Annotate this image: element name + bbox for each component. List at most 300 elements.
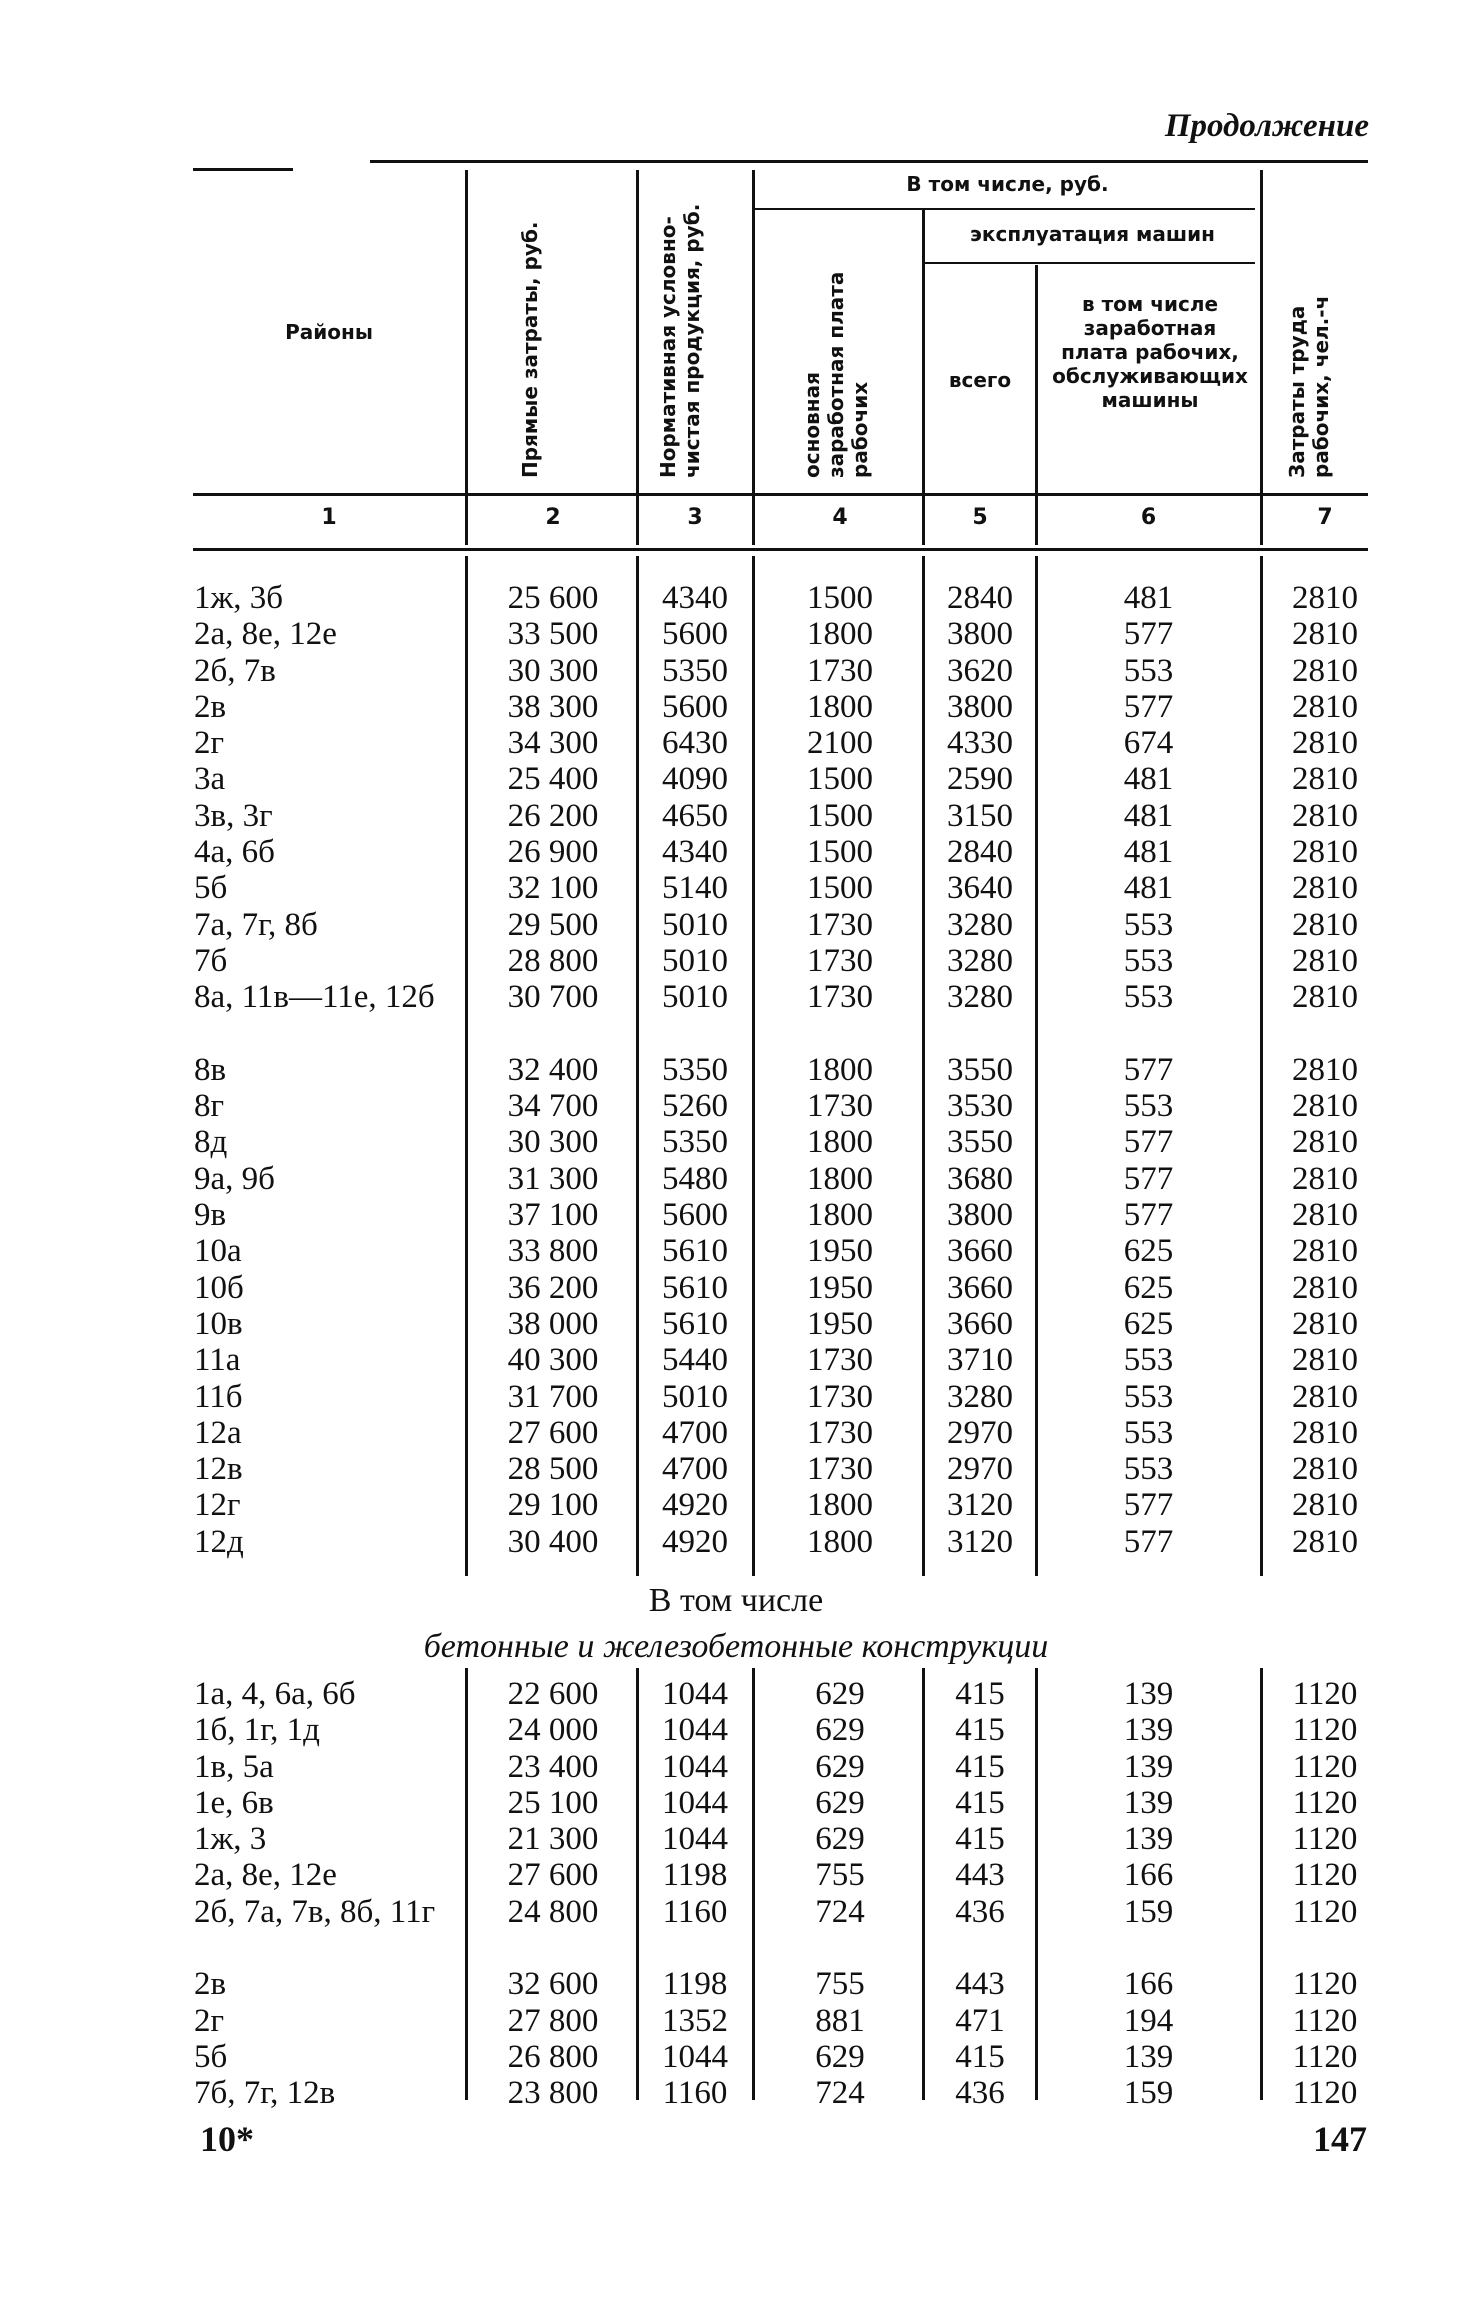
table-row [0, 1821, 1472, 1857]
cell-normative-output: 4920 [662, 1487, 728, 1524]
cell-machines-total: 3550 [947, 1051, 1013, 1088]
cell-normative-output: 5610 [662, 1233, 728, 1270]
cell-machine-wages: 481 [1123, 797, 1174, 834]
cell-direct-costs: 27 800 [507, 2002, 599, 2039]
cell-normative-output: 5600 [662, 616, 728, 653]
cell-machines-total: 415 [955, 1821, 1005, 1858]
cell-normative-output: 1160 [662, 1893, 728, 1930]
cell-normative-output: 5600 [662, 688, 728, 725]
table-row [0, 1894, 1472, 1967]
cell-direct-costs: 23 400 [507, 1748, 599, 1785]
cell-labor: 2810 [1292, 725, 1358, 762]
cell-wages: 1730 [807, 979, 873, 1016]
cell-direct-costs: 25 600 [507, 580, 599, 616]
cell-wages: 1800 [807, 1124, 873, 1161]
section-subtitle: бетонные и железобетонные конструкции [423, 1628, 1049, 1665]
cell-machine-wages: 577 [1123, 1160, 1174, 1197]
cell-direct-costs: 30 300 [507, 1124, 599, 1161]
cell-normative-output: 4920 [662, 1523, 728, 1560]
cell-wages: 1800 [807, 616, 873, 653]
colnum-1: 1 [321, 505, 337, 530]
cell-district: 4а, 6б [194, 834, 275, 871]
cell-normative-output: 1044 [662, 2038, 728, 2075]
cell-machines-total: 3800 [947, 1197, 1013, 1234]
cell-machine-wages: 577 [1123, 1124, 1174, 1161]
cell-labor: 2810 [1292, 942, 1358, 979]
cell-district: 7б [194, 942, 228, 979]
table-row [0, 1785, 1472, 1821]
cell-machine-wages: 553 [1123, 652, 1174, 689]
cell-labor: 2810 [1292, 1414, 1358, 1451]
cell-machine-wages: 625 [1123, 1269, 1174, 1306]
cell-labor: 1120 [1292, 1966, 1358, 2003]
table-row [0, 653, 1472, 689]
cell-wages: 1730 [807, 1378, 873, 1415]
cell-wages: 1730 [807, 1342, 873, 1379]
cell-normative-output: 4650 [662, 797, 728, 834]
table-row [0, 907, 1472, 943]
cell-wages: 1800 [807, 1051, 873, 1088]
cell-machine-wages: 553 [1123, 1414, 1174, 1451]
table-row [0, 1161, 1472, 1197]
table-row [0, 689, 1472, 725]
cell-direct-costs: 26 800 [507, 2038, 599, 2075]
cell-machines-total: 3280 [947, 979, 1013, 1016]
cell-machines-total: 3620 [947, 652, 1013, 689]
colnum-2: 2 [545, 505, 561, 530]
header-direct-costs [518, 208, 542, 478]
cell-machines-total: 2970 [947, 1414, 1013, 1451]
cell-district: 1ж, 3б [194, 580, 284, 616]
cell-normative-output: 4700 [662, 1451, 728, 1488]
table-row [0, 1270, 1472, 1306]
cell-machine-wages: 139 [1123, 1821, 1174, 1858]
table-row [0, 943, 1472, 979]
table-row [0, 1524, 1472, 1560]
cell-labor: 1120 [1292, 1784, 1358, 1821]
cell-normative-output: 5010 [662, 979, 728, 1016]
cell-labor: 2810 [1292, 870, 1358, 907]
cell-normative-output: 6430 [662, 725, 728, 762]
cell-district: 2б, 7в [194, 652, 276, 689]
cell-machines-total: 3280 [947, 942, 1013, 979]
cell-district: 9в [194, 1197, 227, 1234]
colnum-5: 5 [972, 505, 988, 530]
cell-wages: 1800 [807, 688, 873, 725]
cell-normative-output: 5260 [662, 1088, 728, 1125]
cell-wages: 629 [815, 1784, 865, 1821]
continuation-label: Продолжение [1164, 108, 1369, 144]
cell-machine-wages: 159 [1123, 1893, 1174, 1930]
cell-wages: 629 [815, 2038, 865, 2075]
cell-machines-total: 415 [955, 1712, 1005, 1749]
cell-machines-total: 3280 [947, 906, 1013, 943]
cell-normative-output: 5610 [662, 1269, 728, 1306]
table-row [0, 580, 1472, 616]
cell-normative-output: 5600 [662, 1197, 728, 1234]
col-line-d [922, 210, 925, 545]
cell-machine-wages: 577 [1123, 688, 1174, 725]
cell-district: 8в [194, 1051, 227, 1088]
cell-district: 2б, 7а, 7в, 8б, 11г [194, 1893, 436, 1930]
cell-wages: 629 [815, 1748, 865, 1785]
cell-normative-output: 4340 [662, 834, 728, 871]
cell-normative-output: 4700 [662, 1414, 728, 1451]
cell-district: 10а [194, 1233, 242, 1270]
cell-labor: 1120 [1292, 1712, 1358, 1749]
cell-labor: 2810 [1292, 1088, 1358, 1125]
table-row [0, 1124, 1472, 1160]
cell-labor: 2810 [1292, 906, 1358, 943]
cell-district: 5б [194, 2038, 228, 2075]
cell-district: 12г [194, 1487, 241, 1524]
cell-machines-total: 3550 [947, 1124, 1013, 1161]
cell-machine-wages: 481 [1123, 761, 1174, 798]
cell-direct-costs: 30 300 [507, 652, 599, 689]
table-row [0, 1306, 1472, 1342]
cell-direct-costs: 38 000 [507, 1305, 599, 1342]
cell-normative-output: 1198 [662, 1857, 728, 1894]
cell-wages: 629 [815, 1712, 865, 1749]
cell-district: 2в [194, 688, 227, 725]
cell-direct-costs: 25 100 [507, 1784, 599, 1821]
cell-district: 2г [194, 725, 225, 762]
cell-machines-total: 2590 [947, 761, 1013, 798]
cell-machines-total: 3710 [947, 1342, 1013, 1379]
table-row [0, 1342, 1472, 1378]
cell-direct-costs: 40 300 [507, 1342, 599, 1379]
cell-machines-total: 471 [955, 2002, 1005, 2039]
cell-wages: 2100 [807, 725, 873, 762]
cell-machine-wages: 481 [1123, 834, 1174, 871]
cell-labor: 1120 [1292, 1857, 1358, 1894]
cell-wages: 1730 [807, 906, 873, 943]
table-row [0, 1052, 1472, 1088]
cell-district: 11б [194, 1378, 243, 1415]
cell-normative-output: 5140 [662, 870, 728, 907]
cell-normative-output: 1160 [662, 2075, 728, 2112]
cell-direct-costs: 30 400 [507, 1523, 599, 1560]
cell-machine-wages: 553 [1123, 942, 1174, 979]
table-row [0, 725, 1472, 761]
cell-machines-total: 415 [955, 1676, 1005, 1712]
cell-machine-wages: 553 [1123, 979, 1174, 1016]
cell-direct-costs: 24 800 [507, 1893, 599, 1930]
cell-direct-costs: 37 100 [507, 1197, 599, 1234]
header-labor [1285, 218, 1333, 478]
cell-machine-wages: 166 [1123, 1966, 1174, 2003]
cell-direct-costs: 33 800 [507, 1233, 599, 1270]
cell-machines-total: 436 [955, 2075, 1005, 2112]
cell-wages: 1950 [807, 1269, 873, 1306]
cell-district: 8а, 11в—11е, 12б [194, 979, 435, 1016]
header-group-including: В том числе, руб. [906, 172, 1109, 196]
cell-machines-total: 415 [955, 1784, 1005, 1821]
cell-machine-wages: 553 [1123, 906, 1174, 943]
table-row [0, 1712, 1472, 1748]
cell-machines-total: 3120 [947, 1523, 1013, 1560]
cell-labor: 2810 [1292, 1451, 1358, 1488]
cell-machine-wages: 625 [1123, 1305, 1174, 1342]
cell-wages: 629 [815, 1676, 865, 1712]
cell-wages: 1800 [807, 1523, 873, 1560]
cell-normative-output: 1044 [662, 1748, 728, 1785]
header-district: Районы [285, 320, 373, 344]
cell-labor: 2810 [1292, 1305, 1358, 1342]
cell-direct-costs: 34 700 [507, 1088, 599, 1125]
cell-machine-wages: 577 [1123, 1051, 1174, 1088]
cell-labor: 2810 [1292, 652, 1358, 689]
cell-wages: 1800 [807, 1160, 873, 1197]
cell-wages: 629 [815, 1821, 865, 1858]
header-group-machines: эксплуатация машин [970, 222, 1215, 246]
cell-machines-total: 436 [955, 1893, 1005, 1930]
cell-district: 2а, 8е, 12е [194, 1857, 337, 1894]
cell-normative-output: 1352 [662, 2002, 728, 2039]
cell-machines-total: 415 [955, 1748, 1005, 1785]
cell-labor: 1120 [1292, 1676, 1358, 1712]
table-row [0, 1451, 1472, 1487]
cell-machines-total: 443 [955, 1966, 1005, 2003]
cell-machines-total: 3680 [947, 1160, 1013, 1197]
cell-machines-total: 3640 [947, 870, 1013, 907]
cell-machine-wages: 577 [1123, 1523, 1174, 1560]
cell-district: 3а [194, 761, 226, 798]
cell-direct-costs: 28 800 [507, 942, 599, 979]
table-row [0, 1966, 1472, 2002]
cell-labor: 2810 [1292, 1487, 1358, 1524]
top-rule-short [193, 168, 293, 171]
cell-direct-costs: 32 400 [507, 1051, 599, 1088]
cell-machines-total: 3660 [947, 1305, 1013, 1342]
cell-machine-wages: 139 [1123, 1676, 1174, 1712]
header-wages [800, 218, 872, 478]
cell-district: 2а, 8е, 12е [194, 616, 337, 653]
cell-wages: 881 [815, 2002, 865, 2039]
cell-wages: 1500 [807, 761, 873, 798]
cell-labor: 1120 [1292, 1821, 1358, 1858]
cell-district: 10в [194, 1305, 243, 1342]
cell-machines-total: 2970 [947, 1451, 1013, 1488]
cell-normative-output: 4090 [662, 761, 728, 798]
cell-machine-wages: 625 [1123, 1233, 1174, 1270]
cell-labor: 2810 [1292, 688, 1358, 725]
cell-machine-wages: 674 [1123, 725, 1174, 762]
cell-machine-wages: 139 [1123, 1712, 1174, 1749]
colnum-7: 7 [1317, 505, 1333, 530]
table-row [0, 1415, 1472, 1451]
cell-normative-output: 1044 [662, 1784, 728, 1821]
cell-district: 7а, 7г, 8б [194, 906, 318, 943]
cell-district: 9а, 9б [194, 1160, 275, 1197]
table-row [0, 761, 1472, 797]
header-normative-output-text: Нормативная условно-чистая продукция, руб. [656, 203, 704, 478]
cell-district: 10б [194, 1269, 244, 1306]
cell-direct-costs: 36 200 [507, 1269, 599, 1306]
table-row [0, 870, 1472, 906]
cell-direct-costs: 25 400 [507, 761, 599, 798]
section-title: В том числе [648, 1582, 824, 1619]
col-line-b [636, 170, 639, 545]
cell-direct-costs: 32 600 [507, 1966, 599, 2003]
table-row [0, 616, 1472, 652]
cell-normative-output: 5350 [662, 652, 728, 689]
header-rule-bottom [193, 493, 1368, 496]
cell-machine-wages: 159 [1123, 2075, 1174, 2112]
colnum-3: 3 [687, 505, 703, 530]
table-row [0, 2075, 1472, 2111]
cell-machines-total: 3800 [947, 688, 1013, 725]
cell-machine-wages: 139 [1123, 1748, 1174, 1785]
table-row [0, 798, 1472, 834]
cell-district: 5б [194, 870, 228, 907]
cell-machines-total: 443 [955, 1857, 1005, 1894]
cell-labor: 1120 [1292, 1748, 1358, 1785]
col-line-c [752, 170, 755, 545]
cell-machines-total: 2840 [947, 834, 1013, 871]
cell-normative-output: 1044 [662, 1821, 728, 1858]
cell-labor: 2810 [1292, 1342, 1358, 1379]
cell-direct-costs: 21 300 [507, 1821, 599, 1858]
cell-wages: 1500 [807, 797, 873, 834]
cell-labor: 2810 [1292, 1378, 1358, 1415]
cell-wages: 755 [815, 1966, 865, 2003]
header-total: всего [948, 368, 1012, 392]
table-row [0, 1197, 1472, 1233]
header-rule-numbers [193, 548, 1368, 551]
header-rule-group [755, 208, 1255, 210]
cell-machine-wages: 553 [1123, 1088, 1174, 1125]
cell-wages: 1730 [807, 1088, 873, 1125]
cell-district: 8д [194, 1124, 228, 1161]
cell-machines-total: 3800 [947, 616, 1013, 653]
cell-normative-output: 5350 [662, 1051, 728, 1088]
cell-machine-wages: 139 [1123, 2038, 1174, 2075]
cell-normative-output: 5010 [662, 906, 728, 943]
page-signature: 10* [200, 2119, 254, 2159]
cell-normative-output: 4340 [662, 580, 728, 616]
cell-district: 3в, 3г [194, 797, 273, 834]
cell-labor: 2810 [1292, 1523, 1358, 1560]
cell-machines-total: 3660 [947, 1269, 1013, 1306]
cell-district: 7б, 7г, 12в [194, 2075, 336, 2112]
table-row [0, 1379, 1472, 1415]
table-row [0, 1857, 1472, 1893]
table-row [0, 834, 1472, 870]
cell-machine-wages: 481 [1123, 870, 1174, 907]
cell-normative-output: 5480 [662, 1160, 728, 1197]
page-number: 147 [1313, 2119, 1367, 2159]
cell-direct-costs: 30 700 [507, 979, 599, 1016]
cell-machines-total: 3530 [947, 1088, 1013, 1125]
cell-wages: 1800 [807, 1197, 873, 1234]
cell-machine-wages: 553 [1123, 1451, 1174, 1488]
col-line-e [1035, 265, 1038, 545]
cell-machine-wages: 139 [1123, 1784, 1174, 1821]
cell-wages: 755 [815, 1857, 865, 1894]
cell-wages: 1950 [807, 1233, 873, 1270]
cell-machine-wages: 577 [1123, 616, 1174, 653]
cell-direct-costs: 32 100 [507, 870, 599, 907]
col-line-f [1260, 170, 1263, 545]
cell-district: 1б, 1г, 1д [194, 1712, 320, 1749]
cell-wages: 1730 [807, 1451, 873, 1488]
table-row [0, 1676, 1472, 1712]
cell-machines-total: 4330 [947, 725, 1013, 762]
cell-district: 1е, 6в [194, 1784, 274, 1821]
cell-wages: 1800 [807, 1487, 873, 1524]
cell-wages: 724 [815, 2075, 865, 2112]
cell-district: 1в, 5а [194, 1748, 274, 1785]
cell-district: 12д [194, 1523, 244, 1560]
cell-direct-costs: 31 700 [507, 1378, 599, 1415]
cell-direct-costs: 23 800 [507, 2075, 599, 2112]
cell-machines-total: 3150 [947, 797, 1013, 834]
cell-labor: 2810 [1292, 834, 1358, 871]
cell-district: 12в [194, 1451, 243, 1488]
cell-wages: 1730 [807, 1414, 873, 1451]
table-body-main [0, 580, 1472, 1560]
cell-labor: 2810 [1292, 1197, 1358, 1234]
cell-district: 11а [194, 1342, 241, 1379]
cell-labor: 1120 [1292, 1893, 1358, 1930]
cell-machines-total: 3280 [947, 1378, 1013, 1415]
cell-normative-output: 5610 [662, 1305, 728, 1342]
cell-labor: 2810 [1292, 979, 1358, 1016]
cell-direct-costs: 26 200 [507, 797, 599, 834]
cell-machine-wages: 194 [1123, 2002, 1174, 2039]
table-row [0, 1233, 1472, 1269]
cell-normative-output: 1044 [662, 1712, 728, 1749]
cell-labor: 2810 [1292, 1124, 1358, 1161]
cell-wages: 1500 [807, 580, 873, 616]
cell-district: 2г [194, 2002, 225, 2039]
cell-wages: 724 [815, 1893, 865, 1930]
colnum-6: 6 [1140, 505, 1157, 530]
cell-direct-costs: 29 100 [507, 1487, 599, 1524]
cell-district: 1а, 4, 6а, 6б [194, 1676, 356, 1712]
header-wages-text: основная заработная плата рабочих [800, 271, 872, 478]
cell-district: 2в [194, 1966, 227, 2003]
cell-district: 1ж, 3 [194, 1821, 267, 1858]
table-row [0, 1749, 1472, 1785]
cell-machine-wages: 553 [1123, 1342, 1174, 1379]
cell-machine-wages: 481 [1123, 580, 1174, 616]
top-rule-long [370, 160, 1368, 163]
cell-wages: 1730 [807, 652, 873, 689]
cell-labor: 2810 [1292, 1051, 1358, 1088]
cell-normative-output: 5440 [662, 1342, 728, 1379]
table-row [0, 2039, 1472, 2075]
cell-normative-output: 5010 [662, 1378, 728, 1415]
cell-labor: 1120 [1292, 2075, 1358, 2112]
cell-machine-wages: 166 [1123, 1857, 1174, 1894]
cell-labor: 1120 [1292, 2038, 1358, 2075]
cell-labor: 2810 [1292, 761, 1358, 798]
cell-wages: 1950 [807, 1305, 873, 1342]
cell-direct-costs: 38 300 [507, 688, 599, 725]
header-direct-costs-text: Прямые затраты, руб. [518, 221, 542, 478]
cell-labor: 1120 [1292, 2002, 1358, 2039]
cell-normative-output: 5010 [662, 942, 728, 979]
col-line-a [465, 170, 468, 545]
cell-machines-total: 2840 [947, 580, 1013, 616]
cell-direct-costs: 27 600 [507, 1857, 599, 1894]
header-machine-wages: в том числе заработная плата рабочих, обслуживающих машины [1052, 292, 1248, 412]
cell-direct-costs: 27 600 [507, 1414, 599, 1451]
cell-labor: 2810 [1292, 1160, 1358, 1197]
cell-labor: 2810 [1292, 1233, 1358, 1270]
